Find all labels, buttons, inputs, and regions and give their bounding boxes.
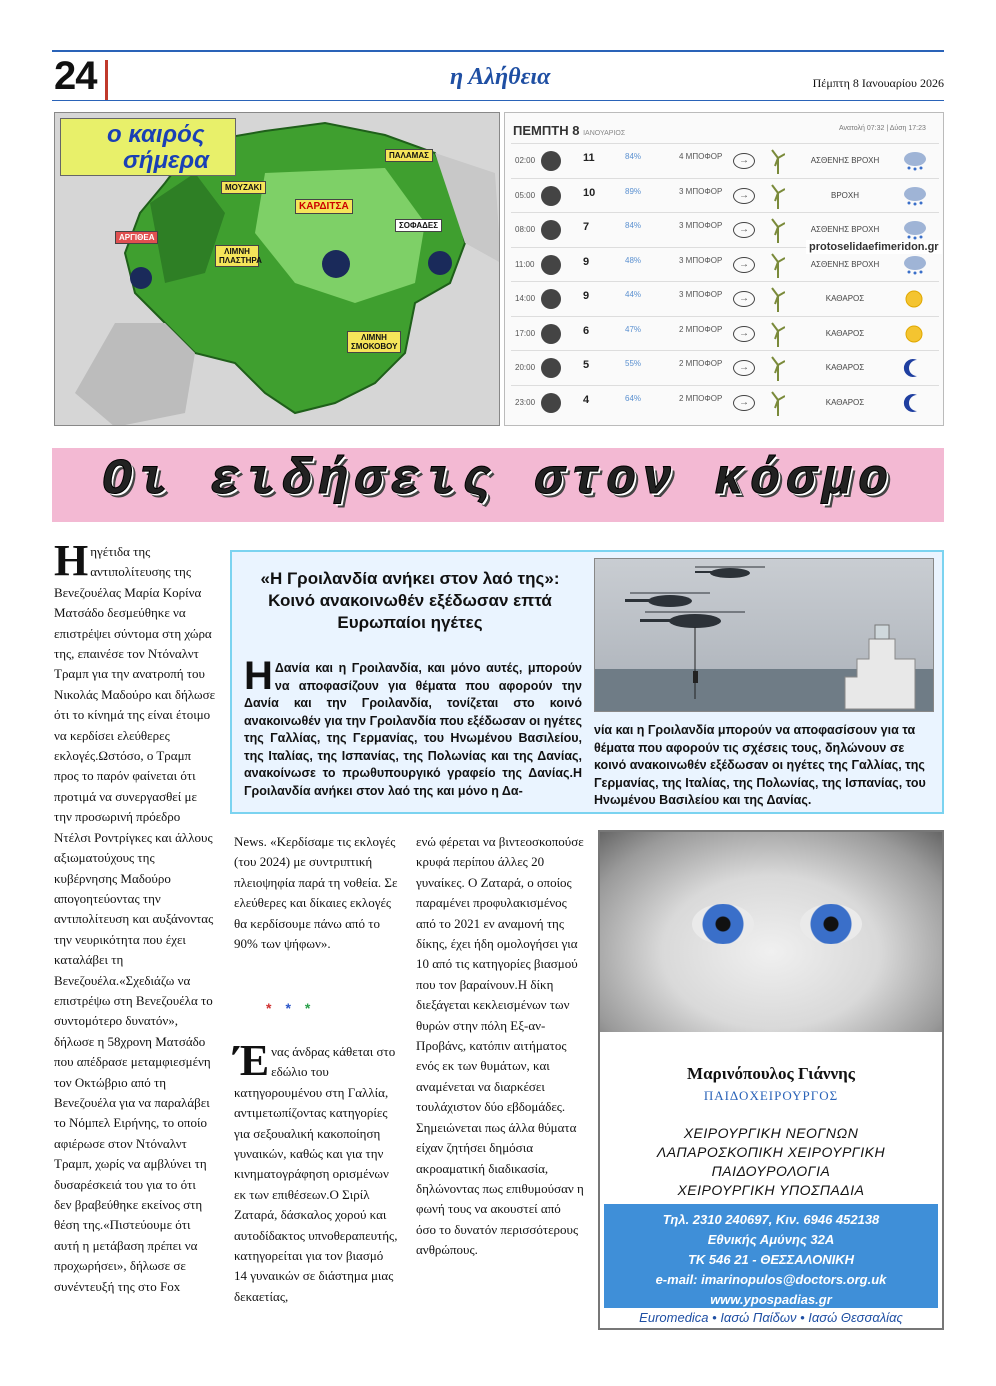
forecast-humidity: 48% (625, 255, 642, 265)
sun-icon (901, 288, 927, 310)
forecast-temp: 9 (583, 290, 590, 302)
forecast-description: ΚΑΘΑΡΟΣ (825, 328, 865, 338)
forecast-time: 02:00 (515, 156, 536, 165)
wind-direction-icon: → (733, 291, 755, 307)
town-label: ΛΙΜΝΗ ΣΜΟΚΟΒΟΥ (347, 331, 401, 353)
rain-icon (901, 185, 927, 207)
forecast-row (511, 316, 939, 350)
forecast-row (511, 281, 939, 315)
phone: Τηλ. 2310 240697, Κιν. 6946 452138 (662, 1212, 880, 1227)
forecast-wind: 4 ΜΠΟΦΟΡ (679, 152, 723, 161)
forecast-temp: 10 (583, 186, 596, 199)
town-label: ΑΡΓΙΘΕΑ (115, 231, 158, 244)
forecast-row (511, 143, 939, 177)
clock-icon (541, 220, 561, 240)
forecast-description: ΚΑΘΑΡΟΣ (825, 363, 865, 372)
photo-graphic (595, 559, 934, 712)
forecast-description: ΚΑΘΑΡΟΣ (825, 294, 865, 303)
wind-turbine-icon (771, 183, 785, 209)
weather-logo (60, 118, 236, 176)
wind-turbine-icon (771, 252, 785, 278)
forecast-humidity: 84% (625, 221, 642, 230)
forecast-humidity: 64% (625, 393, 642, 403)
hospital-affiliations: Euromedica • Ιασώ Παίδων • Ιασώ Θεσσαλίας (639, 1310, 903, 1325)
forecast-temp: 9 (583, 255, 590, 268)
wind-turbine-icon (771, 321, 785, 347)
wind-direction-icon: → (733, 360, 755, 376)
email-link[interactable]: e-mail: imarinopulos@doctors.org.uk (655, 1272, 887, 1287)
article-france-column2: ενώ φέρεται να βιντεοσκοπούσε κρυφά περίπου άλλες 20 γυναίκες. Ο Ζαταρά, ο οποίος παραμένει προφυλακισμένος από το 2021 εν αναμονή της δίκης, έχει ήδη ομολογήσει για 10 από τις κατηγορίες βιασμού που τον βαραίνουν.Η δίκη διεξάγεται κεκλεισμένων των θυρών στην πόλη Εξ-αν-Προβάνς, κατόπιν αιτήματος ενός εκ των θυμάτων, και αναμένεται να διαρκέσει τουλάχιστον δύο εβδομάδες. Σημειώνεται πως άλλα θύματα είχαν ζητήσει δημόσια ακροαματική διαδικασία, δηλώνοντας πως επιθυμούσαν η φωνή τους να ακουστεί από όσο το δυνατόν περισσότερους ανθρώπους. (416, 834, 584, 1258)
website-link[interactable]: www.ypospadias.gr (710, 1292, 832, 1307)
dropcap: Έ (234, 1036, 270, 1085)
specialty: ΧΕΙΡΟΥΡΓΙΚΗ ΥΠΟΣΠΑΔΙΑ (677, 1182, 865, 1198)
watermark: protoselidaefimeridon.gr (806, 240, 942, 254)
wind-turbine-icon (771, 217, 785, 243)
specialty: ΛΑΠΑΡΟΣΚΟΠΙΚΗ ΧΕΙΡΟΥΡΓΙΚΗ (656, 1144, 886, 1160)
forecast-wind: 2 ΜΠΟΦΟΡ (679, 324, 723, 334)
wind-direction-icon: → (733, 153, 755, 169)
feature-headline: «Η Γροιλανδία ανήκει στον λαό της»: Κοινό ανακοινωθέν εξέδωσαν επτά Ευρωπαίοι ηγέτες (260, 569, 560, 632)
helicopter-photo (594, 558, 934, 712)
star: * (285, 1000, 305, 1016)
moon-icon (901, 392, 927, 414)
section-title: Οι ειδήσεις στον κόσμο (101, 452, 895, 509)
forecast-time: 11:00 (515, 259, 535, 269)
separator-stars (266, 1000, 324, 1016)
wind-direction-icon: → (733, 395, 755, 411)
forecast-row (511, 350, 939, 384)
forecast-description: ΑΣΘΕΝΗΣ ΒΡΟΧΗ (810, 156, 880, 165)
star: * (266, 1000, 286, 1016)
rain-icon (901, 254, 927, 276)
article-venezuela-column2: News. «Κερδίσαμε τις εκλογές (του 2024) με συντριπτική πλειοψηφία παρά τη νοθεία. Σε ελεύθερες και δίκαιες εκλογές θα κερδίσουμε πάνω από το 90% των ψήφων». (234, 834, 398, 952)
article-text: νας άνδρας κάθεται στο εδώλιο του κατηγορουμένου στη Γαλλία, αντιμετωπίζοντας κατηγορίες για σεξουαλική κακοποίηση γυναικών, καθώς και για την κινηματογράφηση ορισμένων εκ των επιθέσεων.Ο Σιρίλ Ζαταρά, δάσκαλος χορού και αυτοδίδακτος υπνοθεραπευτής, κατηγορείται για τον βιασμό 14 γυναικών σε διάστημα μιας δεκαετίας, (234, 1044, 398, 1304)
feature-text: Δανία και η Γροιλανδία, και μόνο αυτές, μπορούν να αποφασίζουν για θέματα που αφορούν την Δανία και την Γροιλανδία, τονίζεται στο κοινό ανακοινωθέν για την Γροιλανδία που εξέδωσαν οι ηγέτες της Γαλλίας, της Γερμανίας, του Ηνωμένου Βασιλείου, της Ιταλίας, της Ισπανίας, της Πολωνίας και της Δανίας, ανακοίνωσε το πρωθυπουργικό γραφείο της Δανίας.Η Γροιλανδία ανήκει στον λαό της και μόνο η Δα- (244, 661, 582, 798)
rain-icon (901, 219, 927, 241)
feature-body (244, 654, 582, 800)
forecast-description: ΚΑΘΑΡΟΣ (825, 397, 865, 407)
header-rule-bottom (52, 100, 944, 101)
town-label: ΠΑΛΑΜΑΣ (385, 149, 433, 162)
contact-panel (604, 1204, 938, 1308)
clock-icon (541, 151, 561, 171)
forecast-time: 14:00 (515, 294, 536, 303)
forecast-wind: 3 ΜΠΟΦΟΡ (679, 290, 723, 299)
dropcap: Η (54, 536, 89, 585)
forecast-row (511, 178, 939, 212)
feature-continuation: νία και η Γροιλανδία μπορούν να αποφασίσουν για τα θέματα που αφορούν τις σχέσεις τους, δηλώνουν σε κοινό ανακοινωθέν εξέδωσαν οι ηγέτες της Γαλλίας, της Γερμανίας, της Ιταλίας, της Πολωνίας, της Ισπανίας, του Ηνωμένου Βασιλείου και της Δανίας. (594, 723, 926, 807)
forecast-humidity: 44% (625, 290, 642, 299)
specialties-list (600, 1124, 942, 1200)
weather-logo-line1: ο καιρός (107, 121, 205, 148)
article-text: ηγέτιδα της αντιπολίτευσης της Βενεζουέλας Μαρία Κορίνα Ματσάδο δεσμεύθηκε να επιστρέψει σύντομα στη χώρα της, επαινέσε τον Ντόναλντ Τραμπ για την ανατροπή του Νικολάς Μαδούρο και δήλωσε ότι το κίνημά της είναι έτοιμο να κερδίσει ελεύθερες εκλογές.Ωστόσο, ο Τραμπ προς το παρόν φαίνεται ότι προτιμά να συνεργασθεί με την προσωρινή πρόεδρο Ντέλσι Ροντρίγκες και άλλους αξιωματούχους της κυβέρνησης Μαδούρο απογοητεύοντας την αντιπολίτευση και αυξάνοντας την νευρικότητα που έχει καταλάβει τη Βενεζουέλα.«Σχεδιάζω να επιστρέψω στη Βενεζουέλα το συντομότερο δυνατόν», δήλωσε η 58χρονη Ματσάδο που απέδρασε μεταμφιεσμένη τον Οκτώβριο από τη Βενεζουέλα για να παραλάβει το Νόμπελ Ειρήνης, το οποίο αφιέρωσε στον Ντόναλντ Τραμπ, χωρίς να αμβλύνει τη δυσαρέσκειά του για το ότι δεν βραβεύθηκε εκείνος στη θέση της.«Πιστεύουμε ότι αυτή η μετάβαση πρέπει να προχωρήσει», δήλωσε σε συνέντευξή της στο Fox (54, 544, 216, 1294)
rain-icon (901, 150, 927, 172)
forecast-time: 23:00 (515, 397, 536, 407)
town-label: ΜΟΥΖΑΚΙ (221, 181, 266, 194)
forecast-temp: 5 (583, 359, 590, 371)
clock-icon (541, 255, 561, 275)
forecast-temp: 11 (583, 152, 595, 164)
forecast-wind: 2 ΜΠΟΦΟΡ (679, 359, 723, 368)
town-label: ΛΙΜΝΗ ΠΛΑΣΤΗΡΑ (215, 245, 259, 267)
forecast-temp: 6 (583, 324, 590, 337)
forecast-wind: 2 ΜΠΟΦΟΡ (679, 393, 723, 403)
forecast-month: ΙΑΝΟΥΑΡΙΟΣ (583, 130, 626, 137)
forecast-time: 20:00 (515, 363, 536, 372)
forecast-wind: 3 ΜΠΟΦΟΡ (679, 221, 723, 230)
sun-icon (901, 323, 927, 345)
forecast-note: Ανατολή 07:32 | Δύση 17:23 (839, 125, 926, 132)
wind-turbine-icon (771, 148, 785, 174)
forecast-time: 17:00 (515, 328, 536, 338)
baby-photo (600, 832, 942, 1032)
clock-icon (541, 324, 561, 344)
wind-direction-icon: → (733, 326, 755, 342)
town-label: ΣΟΦΑΔΕΣ (395, 219, 442, 232)
forecast-time: 08:00 (515, 225, 536, 234)
article-venezuela-column1 (54, 536, 216, 1297)
eye-left (692, 904, 754, 944)
star: * (304, 1000, 325, 1016)
forecast-humidity: 89% (625, 186, 642, 196)
page-number-divider (105, 60, 108, 100)
forecast-humidity: 84% (625, 152, 642, 161)
forecast-description: ΑΣΘΕΝΗΣ ΒΡΟΧΗ (810, 259, 880, 269)
town-label: ΚΑΡΔΙΤΣΑ (295, 199, 353, 214)
clock-icon (541, 358, 561, 378)
issue-date: Πέμπτη 8 Ιανουαρίου 2026 (812, 76, 944, 90)
forecast-humidity: 47% (625, 324, 642, 334)
wind-turbine-icon (771, 355, 785, 381)
wind-direction-icon: → (733, 257, 755, 273)
forecast-day (513, 123, 625, 138)
wind-turbine-icon (771, 390, 785, 416)
forecast-title: ΠΕΜΠΤΗ 8 (513, 123, 580, 138)
header-rule (52, 50, 944, 52)
forecast-description: ΒΡΟΧΗ (830, 190, 859, 200)
doctor-advertisement (598, 830, 944, 1330)
article-france-column1 (234, 1036, 398, 1307)
wind-direction-icon: → (733, 222, 755, 238)
doctor-name: Μαρινόπουλος Γιάννης (687, 1064, 855, 1083)
forecast-wind: 3 ΜΠΟΦΟΡ (679, 255, 723, 265)
city: ΤΚ 546 21 - ΘΕΣΣΑΛΟΝΙΚΗ (687, 1252, 855, 1267)
clock-icon (541, 393, 561, 413)
eye-right (800, 904, 862, 944)
masthead-logo: η Αλήθεια (450, 64, 551, 90)
forecast-time: 05:00 (515, 190, 536, 200)
forecast-description: ΑΣΘΕΝΗΣ ΒΡΟΧΗ (810, 225, 880, 234)
dropcap: Η (244, 654, 273, 698)
forecast-table (504, 112, 944, 426)
weather-logo-line2: σήμερα (123, 147, 209, 174)
page-number: 24 (54, 54, 97, 98)
forecast-wind: 3 ΜΠΟΦΟΡ (679, 186, 723, 196)
address: Εθνικής Αμύνης 32Α (707, 1232, 835, 1247)
clock-icon (541, 289, 561, 309)
specialty: ΧΕΙΡΟΥΡΓΙΚΗ ΝΕΟΓΝΩΝ (683, 1125, 859, 1141)
moon-icon (901, 357, 927, 379)
doctor-title: ΠΑΙΔΟΧΕΙΡΟΥΡΓΟΣ (703, 1088, 839, 1103)
forecast-temp: 7 (583, 221, 590, 233)
specialty: ΠΑΙΔΟΥΡΟΛΟΓΙΑ (711, 1163, 831, 1179)
forecast-row (511, 385, 939, 419)
wind-direction-icon: → (733, 188, 755, 204)
forecast-temp: 4 (583, 393, 590, 406)
forecast-humidity: 55% (625, 359, 642, 368)
wind-turbine-icon (771, 286, 785, 312)
clock-icon (541, 186, 561, 206)
